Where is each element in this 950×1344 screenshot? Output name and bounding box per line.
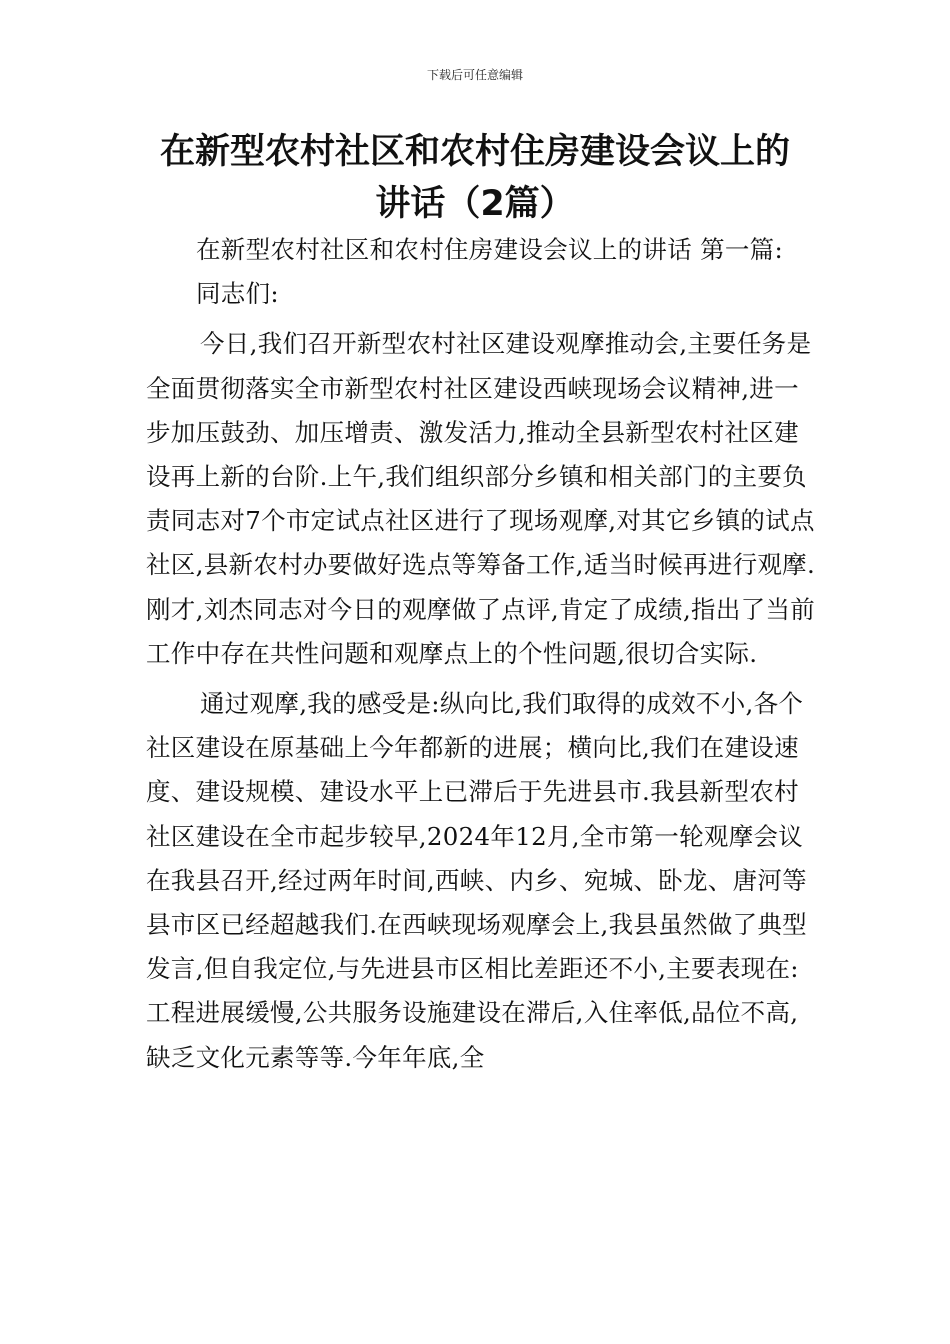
document-subtitle: 在新型农村社区和农村住房建设会议上的讲话 第一篇: (196, 235, 784, 264)
document-title: 在新型农村社区和农村住房建设会议上的讲话（2篇） (159, 132, 790, 224)
document-body (146, 228, 816, 1080)
salutation: 同志们: (196, 279, 279, 309)
paragraph-1: 今日,我们召开新型农村社区建设观摩推动会,主要任务是全面贯彻落实全市新型农村社区建设西峡现场会议精神,进一步加压鼓劲、加压增责、激发活力,推动全县新型农村社区建设再上新的台阶.上午,我们组织部分乡镇和相关部门的主要负责同志对7个市定试点社区进行了现场观摩,对其它乡镇的试点社区,县新农村办要做好选点等筹备工作,适当时候再进行观摩.刚才,刘杰同志对今日的观摩做了点评,肯定了成绩,指出了当前工作中存在共性问题和观摩点上的个性问题,很切合实际. (146, 329, 816, 668)
paragraph-2: 通过观摩,我的感受是:纵向比,我们取得的成效不小,各个社区建设在原基础上今年都新的进展；横向比,我们在建设速度、建设规模、建设水平上已滞后于先进县市.我县新型农村社区建设在全市起步较早,2024年12月,全市第一轮观摩会议在我县召开,经过两年时间,西峡、内乡、宛城、卧龙、唐河等县市区已经超越我们.在西峡现场观摩会上,我县虽然做了典型发言,但自我定位,与先进县市区相比差距还不小,主要表现在:工程进展缓慢,公共服务设施建设在滞后,入住率低,品位不高,缺乏文化元素等等.今年年底,全 (146, 689, 807, 1072)
header-note: 下载后可任意编辑 (426, 68, 523, 82)
